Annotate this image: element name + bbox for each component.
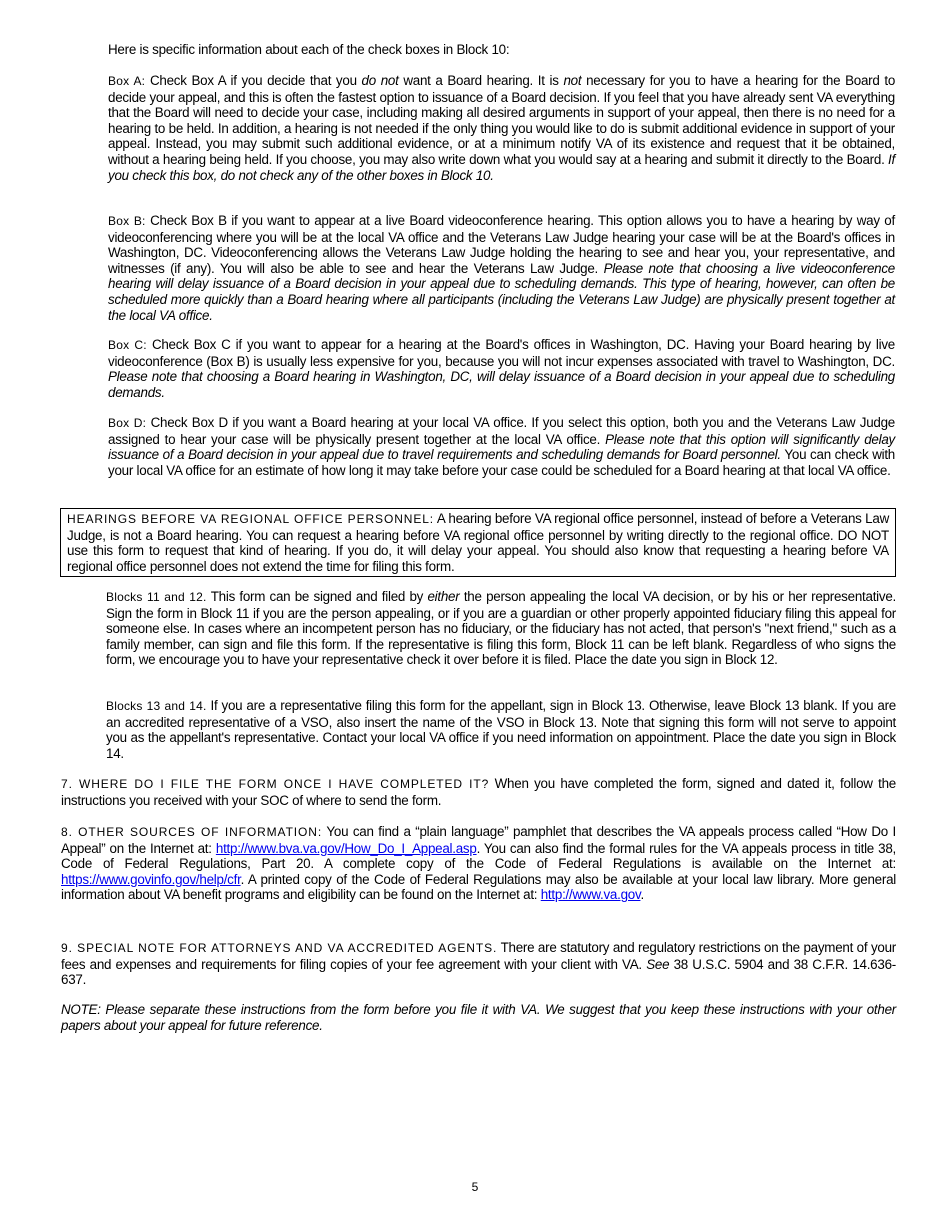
box-c-label: Box C: (108, 338, 147, 352)
box-a-paragraph: Box A: Check Box A if you decide that you do not want a Board hearing. It is not necessary for you to have a hearing for the Board to decide your appeal, and this is often the fastest option to issuance of a Board decision. If you feel that you have already sent VA everything that the Board will need to decide your case, including making all desired arguments in support of your appeal, then there is no need for a hearing to be held. In addition, a hearing is not needed if the only thing you would like to do is submit additional evidence in support of your appeal. Instead, you may submit such additional evidence, or at a minimum notify VA of its existence and request that it be obtained, without a hearing being held. If you choose, you may also write down what you would say at a hearing and submit it directly to the Board. If you check this box, do not check any of the other boxes in Block 10. (108, 73, 896, 183)
cfr-link[interactable]: https://www.govinfo.gov/help/cfr (61, 871, 241, 887)
section-7-paragraph: 7. WHERE DO I FILE THE FORM ONCE I HAVE COMPLETED IT? When you have completed the form, signed and dated it, follow the instructions you received with your SOC of where to send the form. (61, 776, 897, 808)
section-8-paragraph: 8. OTHER SOURCES OF INFORMATION: You can find a “plain language” pamphlet that describes the VA appeals process called “How Do I Appeal” on the Internet at: http://www.bva.va.gov/How_Do_I_Appeal.asp. You can also find the formal rules for the VA appeals process in title 38, Code of Federal Regulations, Part 20. A complete copy of the Code of Federal Regulations is available on the Internet at: https://www.govinfo.gov/help/cfr. A printed copy of the Code of Federal Regulations may also be available at your local law library. More general information about VA benefit programs and eligibility can be found on the Internet at: http://www.va.gov. (61, 824, 896, 903)
box-b-paragraph: Box B: Check Box B if you want to appear at a live Board videoconference hearing. This option allows you to have a hearing by way of videoconferencing where you will be at the local VA office and the Veterans Law Judge hearing your case will be at the Board's offices in Washington, DC. Videoconferencing allows the Veterans Law Judge holding the hearing to see and hear you, your representative, and witnesses (if any). You will also be able to see and hear the Veterans Law Judge. Please note that choosing a live videoconference hearing will delay issuance of a Board decision in your appeal due to scheduling demands. This type of hearing, however, can often be scheduled more quickly than a Board hearing where all participants (including the Veterans Law Judge) are physically present together at the local VA office. (108, 213, 895, 323)
intro-text: Here is specific information about each of the check boxes in Block 10: (108, 42, 510, 57)
box-a-label: Box A: (108, 74, 146, 88)
section-9-paragraph: 9. SPECIAL NOTE FOR ATTORNEYS AND VA ACCREDITED AGENTS. There are statutory and regulatory restrictions on the payment of your fees and expenses and requirements for filing copies of your fee agreement with your client with VA. See 38 U.S.C. 5904 and 38 C.F.R. 14.636-637. (61, 940, 897, 988)
hearings-notice-label: HEARINGS BEFORE VA REGIONAL OFFICE PERSONNEL: (67, 512, 435, 526)
hearings-notice-box (60, 508, 896, 577)
hearings-notice-text: HEARINGS BEFORE VA REGIONAL OFFICE PERSONNEL: A hearing before VA regional office personnel, instead of before a Veterans Law Judge, is not a Board hearing. You can request a hearing before VA regional office personnel by writing directly to the regional office. DO NOT use this form to request that kind of hearing. If you do, it will delay your appeal. You should also know that requesting a hearing before VA regional office personnel does not extend the time for filing this form. (67, 511, 889, 574)
box-d-paragraph: Box D: Check Box D if you want a Board hearing at your local VA office. If you select this option, both you and the Veterans Law Judge assigned to hear your case will be physically present together at the local VA office. Please note that this option will significantly delay issuance of a Board decision in your appeal due to travel requirements and scheduling demands for Board personnel. You can check with your local VA office for an estimate of how long it may take before your case could be scheduled for a Board hearing at that local VA office. (108, 415, 896, 478)
appeal-pamphlet-link[interactable]: http://www.bva.va.gov/How_Do_I_Appeal.asp (215, 840, 477, 856)
page-number: 5 (471, 1180, 479, 1194)
section-8-heading: 8. OTHER SOURCES OF INFORMATION: (61, 825, 323, 839)
box-d-label: Box D: (108, 416, 147, 430)
blocks-13-14-label: Blocks 13 and 14. (106, 699, 207, 713)
section-9-heading: 9. SPECIAL NOTE FOR ATTORNEYS AND VA ACCREDITED AGENTS. (61, 941, 498, 955)
blocks-13-14-paragraph: Blocks 13 and 14. If you are a representative filing this form for the appellant, sign in Block 13. Otherwise, leave Block 13 blank. If you are an accredited representative of a VSO, also insert the name of the VSO in Block 13. Note that signing this form will not serve to appoint you as the appellant's representative. Contact your local VA office if you need information on appointment. Place the date you sign in Block 14. (106, 698, 897, 761)
blocks-11-12-paragraph: Blocks 11 and 12. This form can be signed and filed by either the person appealing the local VA decision, or by his or her representative. Sign the form in Block 11 if you are the person appealing, or if you are a guardian or other properly appointed fiduciary filing this appeal for someone else. In cases where an incompetent person has no fiduciary, or the fiduciary has not acted, that person's "next friend," such as a family member, can sign and file this form. If the representative is filing this form, Block 11 can be left blank. Regardless of who signs the form, we encourage you to have your representative check it over before it is filed. Place the date you sign in Block 12. (106, 589, 897, 668)
section-7-heading: 7. WHERE DO I FILE THE FORM ONCE I HAVE COMPLETED IT? (61, 777, 490, 791)
blocks-11-12-label: Blocks 11 and 12. (106, 590, 207, 604)
note-paragraph: NOTE: Please separate these instructions from the form before you file it with VA. We suggest that you keep these instructions with your other papers about your appeal for future reference. (61, 1002, 896, 1033)
box-b-label: Box B: (108, 214, 146, 228)
va-gov-link[interactable]: http://www.va.gov (540, 887, 641, 903)
box-c-paragraph: Box C: Check Box C if you want to appear for a hearing at the Board's offices in Washington, DC. Having your Board hearing by live videoconference (Box B) is usually less expensive for you, because you will not incur expenses associated with travel to Washington, DC. Please note that choosing a Board hearing in Washington, DC, will delay issuance of a Board decision in your appeal due to scheduling demands. (108, 337, 895, 400)
